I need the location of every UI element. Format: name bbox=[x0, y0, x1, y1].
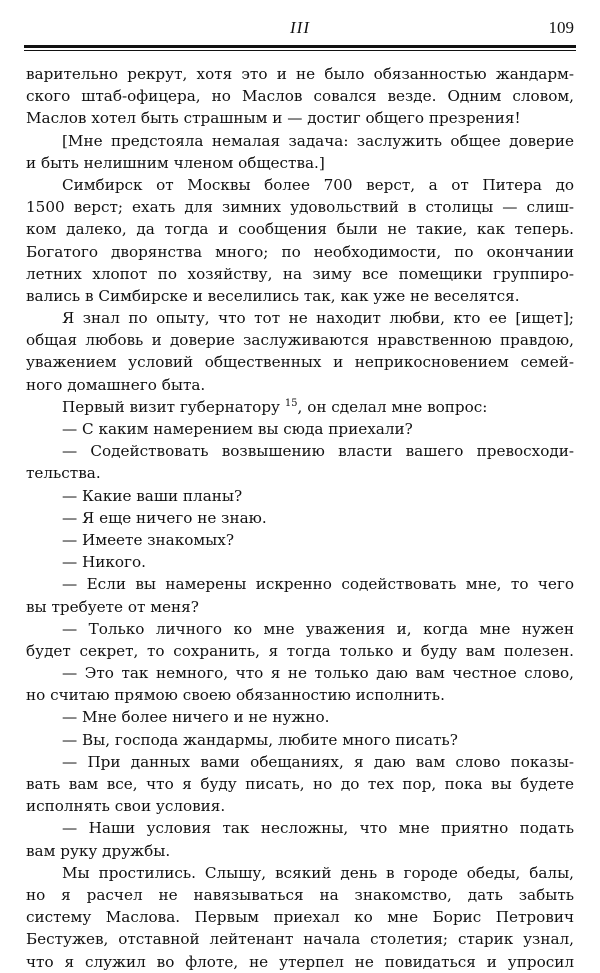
text-line: вы требуете от меня? bbox=[26, 597, 199, 616]
text-line: уважением условий общественных и неприкосновением семей- bbox=[26, 353, 574, 372]
text-line: — Какие ваши планы? bbox=[62, 486, 243, 505]
text-line: — С каким намерением вы сюда приехали? bbox=[62, 420, 413, 438]
text-line: что я служил во флоте, не утерпел не повидаться и упросил bbox=[26, 952, 574, 971]
text-line: вать вам все, что я буду писать, но до тех пор, пока вы будете bbox=[26, 775, 574, 793]
text-line: Богатого дворянства много; по необходимости, по окончании bbox=[26, 242, 574, 261]
text-line: — Я еще ничего не знаю. bbox=[62, 508, 267, 527]
text-line: тельства. bbox=[26, 464, 101, 483]
text-line: Бестужев, отставной лейтенант начала столетия; старик узнал, bbox=[26, 930, 574, 949]
text-line: но считаю прямою своею обязанностию исполнить. bbox=[26, 686, 445, 705]
text-line: — Содействовать возвышению власти вашего превосходи- bbox=[62, 442, 574, 461]
text-line: Мы простились. Слышу, всякий день в городе обеды, балы, bbox=[62, 863, 574, 882]
text-line: ного домашнего быта. bbox=[26, 375, 206, 394]
footnote-ref: 15 bbox=[284, 397, 298, 409]
text-line: [Мне предстояла немалая задача: заслужить общее доверие bbox=[62, 131, 574, 150]
page-number: 109 bbox=[548, 18, 574, 37]
text-line: — Вы, господа жандармы, любите много писать? bbox=[62, 730, 458, 749]
chapter-number: III bbox=[290, 18, 310, 37]
page-text bbox=[26, 63, 574, 973]
text-line: систему Маслова. Первым приехал ко мне Борис Петрович bbox=[26, 908, 574, 927]
text-line: Маслов хотел быть страшным и — достиг общего презрения! bbox=[26, 109, 521, 128]
header-rule-thick bbox=[24, 45, 576, 48]
text-line: ком далеко, да тогда и сообщения были не такие, как теперь. bbox=[26, 220, 574, 239]
text-line: летних хлопот по хозяйству, на зиму все помещики группиро- bbox=[26, 264, 574, 283]
text-line: вам руку дружбы. bbox=[26, 841, 171, 860]
text-line: — Мне более ничего и не нужно. bbox=[62, 708, 330, 727]
text-fragment: , он сделал мне вопрос: bbox=[297, 397, 488, 416]
text-line: — Наши условия так несложны, что мне приятно подать bbox=[62, 819, 574, 838]
text-fragment: Первый визит губернатору bbox=[62, 397, 280, 416]
text-line: и быть нелишним членом общества.] bbox=[26, 153, 325, 172]
text-line: — Если вы намерены искренно содействовать мне, то чего bbox=[62, 575, 574, 594]
text-line: — Никого. bbox=[62, 553, 146, 572]
text-line: вались в Симбирске и веселились так, как уже не веселятся. bbox=[26, 286, 520, 305]
text-line: — Имеете знакомых? bbox=[62, 530, 234, 549]
text-line: будет секрет, то сохранить, я тогда только и буду вам полезен. bbox=[26, 641, 574, 660]
text-line: исполнять свои условия. bbox=[26, 797, 226, 816]
text-line: варительно рекрут, хотя это и не было обязанностью жандарм- bbox=[26, 65, 574, 83]
header-rule-thin bbox=[24, 50, 576, 51]
text-line: ского штаб-офицера, но Маслов совался везде. Одним словом, bbox=[26, 87, 574, 106]
text-line: — Только личного ко мне уважения и, когда мне нужен bbox=[62, 619, 574, 638]
text-line: но я расчел не навязываться на знакомство, дать забыть bbox=[26, 885, 574, 904]
text-line-with-footnote bbox=[26, 396, 574, 418]
text-line: 1500 верст; ехать для зимних удовольствий в столицы — слиш- bbox=[26, 198, 574, 217]
text-line: — Это так немного, что я не только даю вам честное слово, bbox=[62, 664, 574, 683]
text-line: Симбирск от Москвы более 700 верст, а от Питера до bbox=[62, 175, 574, 194]
running-header bbox=[0, 0, 600, 44]
text-line: — При данных вами обещаниях, я даю вам слово показы- bbox=[62, 752, 574, 771]
text-line: общая любовь и доверие заслуживаются нравственною правдою, bbox=[26, 331, 574, 350]
text-line: Я знал по опыту, что тот не находит любви, кто ее [ищет]; bbox=[62, 309, 574, 328]
